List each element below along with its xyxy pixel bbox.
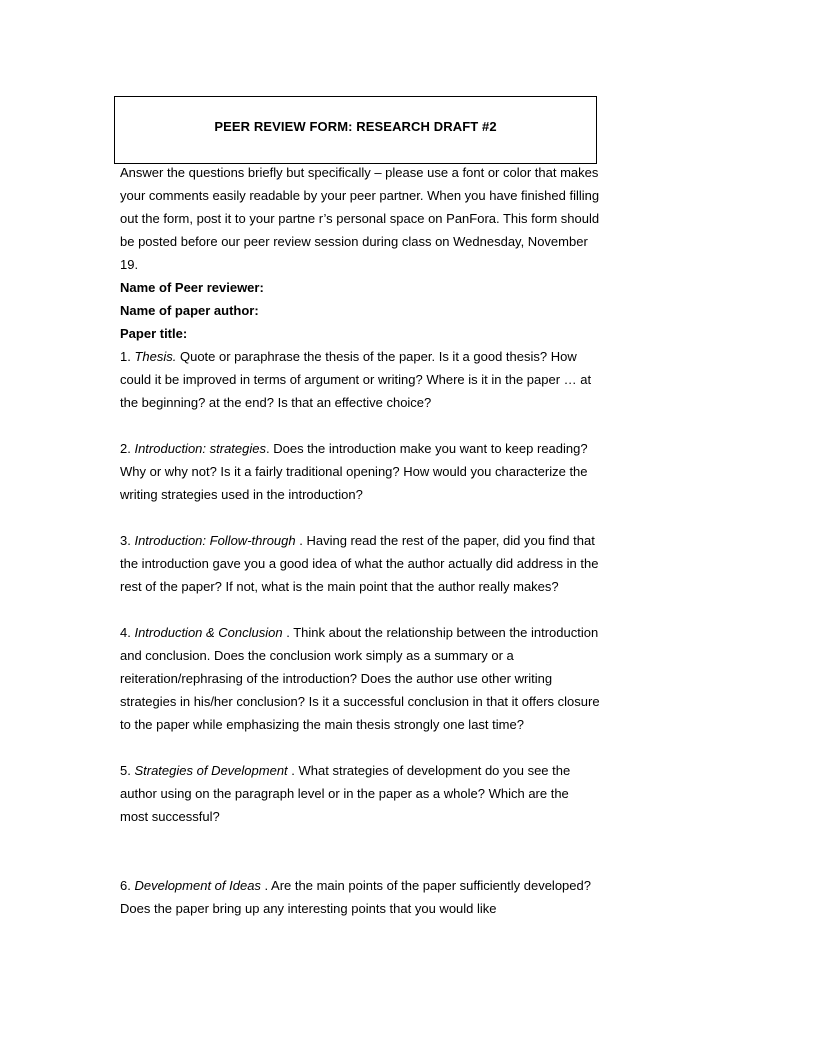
question-1 — [120, 345, 600, 414]
question-text: . Having read the rest of the paper, did you find that the introduction gave you a good idea of what the author actually did address in the rest of the paper? If not, what is the main point that the author really makes? — [120, 533, 599, 594]
question-5 — [120, 759, 600, 828]
document-body — [120, 161, 600, 943]
question-heading: Introduction: Follow-through — [134, 533, 296, 548]
question-number: 1. — [120, 349, 135, 364]
instructions-paragraph: Answer the questions briefly but specifically – please use a font or color that makes your comments easily readable by your peer partner. When you have finished filling out the form, post it to your partne r’s personal space on PanFora. This form should be posted before our peer review session during class on Wednesday, November 19. — [120, 165, 600, 272]
reviewer-name-field: Name of Peer reviewer: — [120, 280, 264, 295]
question-4 — [120, 621, 600, 736]
question-text: Quote or paraphrase the thesis of the paper. Is it a good thesis? How could it be improved in terms of argument or writing? Where is it in the paper … at the beginning? at the end? Is that an effective choice? — [120, 349, 592, 410]
question-number: 4. — [120, 625, 135, 640]
paper-title-field: Paper title: — [120, 326, 188, 341]
question-heading: Introduction & Conclusion — [134, 625, 283, 640]
question-number: 5. — [120, 763, 135, 778]
question-3 — [120, 529, 600, 598]
question-heading: Development of Ideas — [134, 878, 261, 893]
question-text: . Does the introduction make you want to keep reading? Why or why not? Is it a fairly traditional opening? How would you characterize the writing strategies used in the introduction? — [120, 441, 588, 502]
question-heading: Strategies of Development — [134, 763, 288, 778]
question-2 — [120, 437, 600, 506]
page-title: PEER REVIEW FORM: RESEARCH DRAFT #2 — [214, 119, 497, 134]
question-text: . Think about the relationship between the introduction and conclusion. Does the conclusion work simply as a summary or a reiteration/rephrasing of the introduction? Does the author use other writing strategies in his/her conclusion? Is it a successful conclusion in that it offers closure to the paper while emphasizing the main thesis strongly one last time? — [120, 625, 600, 732]
author-name-field: Name of paper author: — [120, 303, 259, 318]
title-box — [114, 96, 597, 164]
question-number: 2. — [120, 441, 135, 456]
question-heading: Thesis. — [134, 349, 177, 364]
question-text: . Are the main points of the paper sufficiently developed? Does the paper bring up any interesting points that you would like — [120, 878, 591, 916]
question-number: 3. — [120, 533, 135, 548]
question-6 — [120, 874, 600, 920]
question-text: . What strategies of development do you see the author using on the paragraph level or in the paper as a whole? Which are the most successful? — [120, 763, 571, 824]
question-number: 6. — [120, 878, 135, 893]
question-heading: Introduction: strategies — [134, 441, 266, 456]
